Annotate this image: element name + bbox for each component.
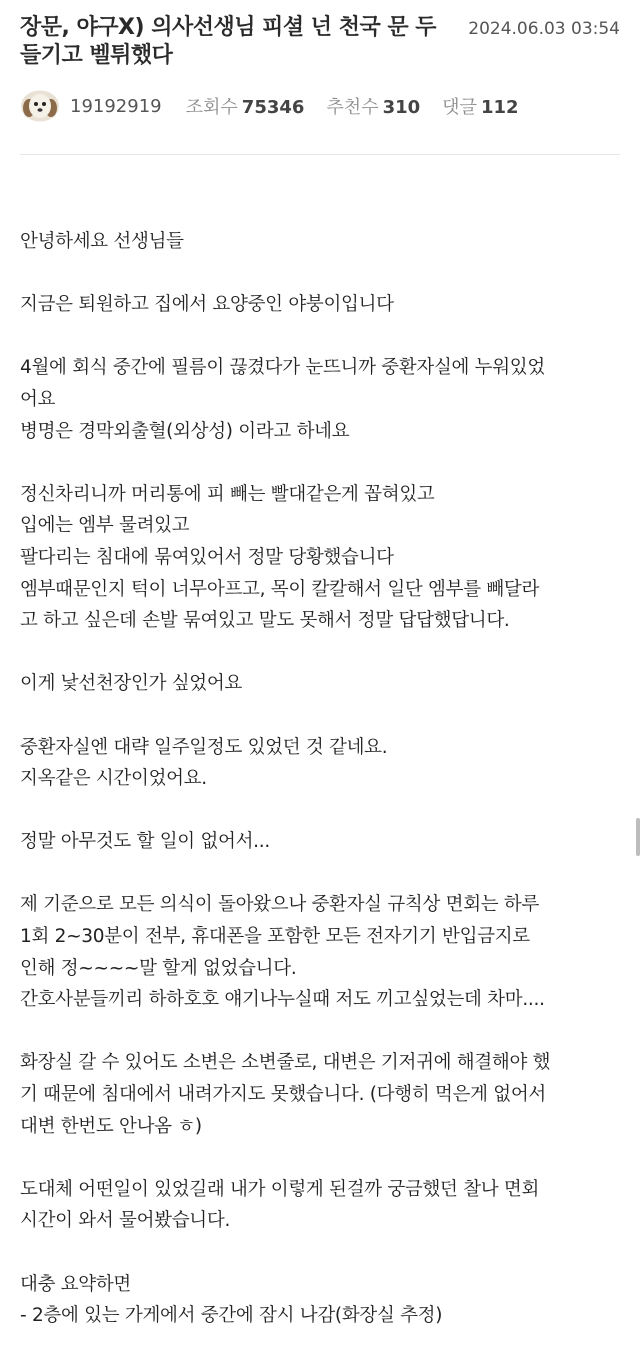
views-stat: [186, 93, 305, 119]
body-line: 대충 요약하면: [20, 1273, 132, 1295]
body-line: 입에는 엠부 물려있고: [20, 515, 190, 537]
body-line: 대변 한번도 안나옴 ㅎ): [20, 1115, 202, 1137]
body-line: 지금은 퇴원하고 집에서 요양중인 야붕이입니다: [20, 294, 394, 316]
body-line: 병명은 경막외출혈(외상성) 이라고 하네요: [20, 420, 350, 442]
body-line: 도대체 어떤일이 있었길래 내가 이렇게 된걸까 궁금했던 찰나 면회: [20, 1178, 540, 1200]
comments-label: 댓글: [442, 97, 477, 118]
body-line: 4월에 회식 중간에 필름이 끊겼다가 눈뜨니까 중환자실에 누워있었: [20, 357, 545, 379]
body-line: 정말 아무것도 할 일이 없어서...: [20, 831, 270, 853]
paragraph: [20, 732, 626, 795]
likes-label: 추천수: [326, 97, 379, 118]
body-line: 시간이 와서 물어봤습니다.: [20, 1210, 231, 1232]
body-line: 안녕하세요 선생님들: [20, 231, 184, 252]
body-line: 지옥같은 시간이었어요.: [20, 768, 207, 790]
body-line: - 2층에 있는 가게에서 중간에 잠시 나감(화장실 추정): [20, 1305, 443, 1327]
paragraph: [20, 479, 626, 637]
body-line: 제 기준으로 모든 의식이 돌아왔으나 중환자실 규칙상 면회는 하루: [20, 894, 540, 916]
body-line: 고 하고 싶은데 손발 묶여있고 말도 못해서 정말 답답했답니다.: [20, 610, 510, 632]
likes-count: 310: [382, 97, 421, 118]
paragraph: [20, 1269, 626, 1332]
paragraph: [20, 668, 626, 700]
body-line: 1회 2~30분이 전부, 휴대폰을 포함한 모든 전자기기 반입금지로: [20, 926, 530, 948]
body-line: 정신차리니까 머리통에 피 빼는 빨대같은게 꼽혀있고: [20, 483, 435, 505]
paragraph: [20, 226, 626, 258]
header-divider: [20, 154, 620, 155]
views-count: 75346: [241, 97, 305, 118]
paragraph: [20, 826, 626, 858]
views-label: 조회수: [185, 97, 238, 118]
body-line: 팔다리는 침대에 묶여있어서 정말 당황했습니다: [20, 546, 394, 568]
paragraph: [20, 889, 626, 1015]
post-title: 장문, 야구X) 의사선생님 피셜 넌 천국 문 두들기고 벨튀했다: [20, 15, 437, 68]
post-meta: [20, 90, 620, 122]
body-line: 화장실 갈 수 있어도 소변은 소변줄로, 대변은 기저귀에 해결해야 했: [20, 1052, 551, 1074]
body-line: 간호사분들끼리 하하호호 얘기나누실때 저도 끼고싶었는데 차마....: [20, 989, 545, 1011]
paragraph: [20, 289, 626, 321]
body-line: 기 때문에 침대에서 내려가지도 못했습니다. (다행히 먹은게 없어서: [20, 1084, 546, 1106]
post-body: [20, 226, 626, 1363]
body-line: 중환자실엔 대략 일주일정도 있었던 것 같네요.: [20, 736, 388, 758]
comments-stat[interactable]: [442, 93, 518, 119]
author-name[interactable]: 19192919: [70, 95, 162, 117]
paragraph: [20, 352, 626, 447]
post-header: [20, 14, 620, 126]
body-line: 이게 낯선천장인가 싶었어요: [20, 673, 243, 695]
body-line: 인해 정~~~~말 할게 없었습니다.: [20, 957, 297, 979]
body-line: 어요: [20, 388, 56, 410]
scrollbar-thumb[interactable]: [636, 818, 640, 856]
avatar-dog-icon[interactable]: [20, 90, 60, 122]
likes-stat: [326, 93, 420, 119]
comments-count: 112: [480, 97, 519, 118]
body-line: 엠부때문인지 턱이 너무아프고, 목이 칼칼해서 일단 엠부를 빼달라: [20, 578, 540, 600]
paragraph: [20, 1047, 626, 1142]
paragraph: [20, 1174, 626, 1237]
post-datetime: 2024.06.03 03:54: [468, 19, 620, 39]
